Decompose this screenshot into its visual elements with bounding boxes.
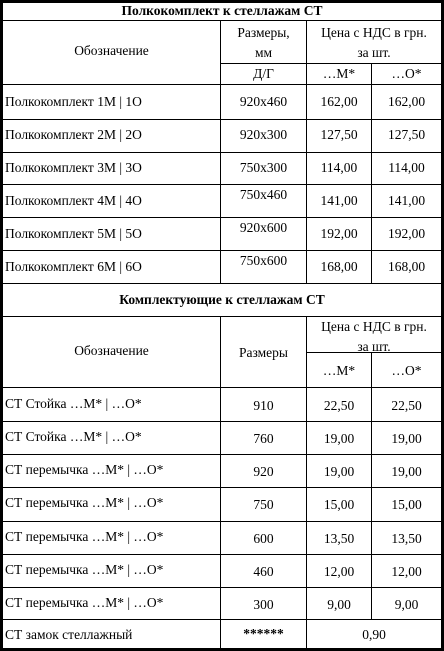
- row-size: 760: [253, 431, 274, 446]
- shelf-kit-title: Полкокомплект к стеллажам СТ: [121, 3, 323, 18]
- row-name: СТ перемычка …М* | …О*: [5, 529, 164, 544]
- row-name: СТ перемычка …М* | …О*: [5, 595, 164, 610]
- row-price-o: 22,50: [391, 398, 422, 413]
- row-price-o: 127,50: [387, 127, 426, 142]
- row-name: СТ перемычка …М* | …О*: [5, 462, 164, 477]
- row-name: СТ Стойка …М* | …О*: [5, 429, 142, 444]
- row-size: 920х300: [239, 127, 288, 142]
- row-size: 910: [253, 398, 274, 413]
- shelf-col-sizes-line1: Размеры,: [237, 25, 290, 40]
- row-size: 750х300: [239, 160, 288, 175]
- row-price-m: 19,00: [323, 431, 355, 446]
- row-price-o: 19,00: [391, 431, 422, 446]
- row-price-m: 12,00: [323, 564, 355, 579]
- shelf-col-price-line2: за шт.: [357, 45, 391, 60]
- shelf-col-designation: Обозначение: [74, 43, 149, 58]
- shelf-col-o: …О*: [391, 66, 422, 81]
- components-col-m: …М*: [322, 363, 356, 378]
- components-col-designation: Обозначение: [74, 343, 149, 358]
- row-price-o: 12,00: [391, 564, 422, 579]
- row-price-o: 13,50: [391, 531, 422, 546]
- shelf-col-price-line1: Цена с НДС в грн.: [321, 25, 427, 40]
- shelf-col-dim: Д/Г: [253, 66, 274, 81]
- row-name: Полкокомплект 6М | 6О: [5, 259, 142, 274]
- row-name: СТ Стойка …М* | …О*: [5, 396, 142, 411]
- row-size: 600: [253, 531, 274, 546]
- row-price-m: 13,50: [323, 531, 355, 546]
- row-price-m: 19,00: [323, 464, 355, 479]
- row-name: Полкокомплект 3М | 3О: [5, 160, 142, 175]
- row-price-m: 192,00: [320, 226, 358, 241]
- row-price-m: 114,00: [320, 160, 358, 175]
- row-name: СТ перемычка …М* | …О*: [5, 495, 164, 510]
- row-price-m: 162,00: [320, 94, 358, 109]
- shelf-col-m: …М*: [322, 66, 356, 81]
- row-price-o: 9,00: [394, 597, 419, 612]
- row-size: 920: [253, 464, 274, 479]
- row-price: 0,90: [362, 627, 386, 642]
- components-col-o: …О*: [391, 363, 422, 378]
- row-price-o: 141,00: [387, 193, 426, 208]
- components-col-price-line1: Цена с НДС в грн.: [321, 319, 427, 334]
- row-size: 750х600: [239, 253, 288, 268]
- components-title: Комплектующие к стеллажам СТ: [119, 292, 325, 307]
- row-price-o: 192,00: [387, 226, 426, 241]
- row-name: СТ перемычка …М* | …О*: [5, 562, 164, 577]
- row-price-m: 15,00: [323, 497, 355, 512]
- components-col-price-line2: за шт.: [357, 339, 391, 354]
- row-price-m: 22,50: [323, 398, 355, 413]
- row-name: Полкокомплект 5М | 5О: [5, 226, 142, 241]
- row-size: 460: [253, 564, 274, 579]
- shelf-col-sizes-line2: мм: [254, 45, 273, 60]
- row-price-o: 19,00: [391, 464, 422, 479]
- row-name: Полкокомплект 1М | 1О: [5, 94, 142, 109]
- row-price-o: 15,00: [391, 497, 422, 512]
- row-price-o: 162,00: [387, 94, 426, 109]
- row-name: СТ замок стеллажный: [5, 627, 133, 642]
- row-name: Полкокомплект 2М | 2О: [5, 127, 142, 142]
- row-price-m: 9,00: [327, 597, 351, 612]
- row-size: ******: [243, 626, 284, 641]
- row-size: 920х600: [239, 220, 288, 235]
- row-size: 920х460: [239, 94, 288, 109]
- row-price-m: 168,00: [320, 259, 358, 274]
- row-size: 750: [253, 497, 274, 512]
- row-price-o: 168,00: [387, 259, 426, 274]
- row-name: Полкокомплект 4М | 4О: [5, 193, 142, 208]
- row-size: 300: [253, 597, 274, 612]
- row-price-o: 114,00: [388, 160, 425, 175]
- components-col-sizes: Размеры: [239, 345, 288, 360]
- row-price-m: 127,50: [320, 127, 358, 142]
- row-price-m: 141,00: [320, 193, 358, 208]
- row-size: 750х460: [239, 187, 288, 202]
